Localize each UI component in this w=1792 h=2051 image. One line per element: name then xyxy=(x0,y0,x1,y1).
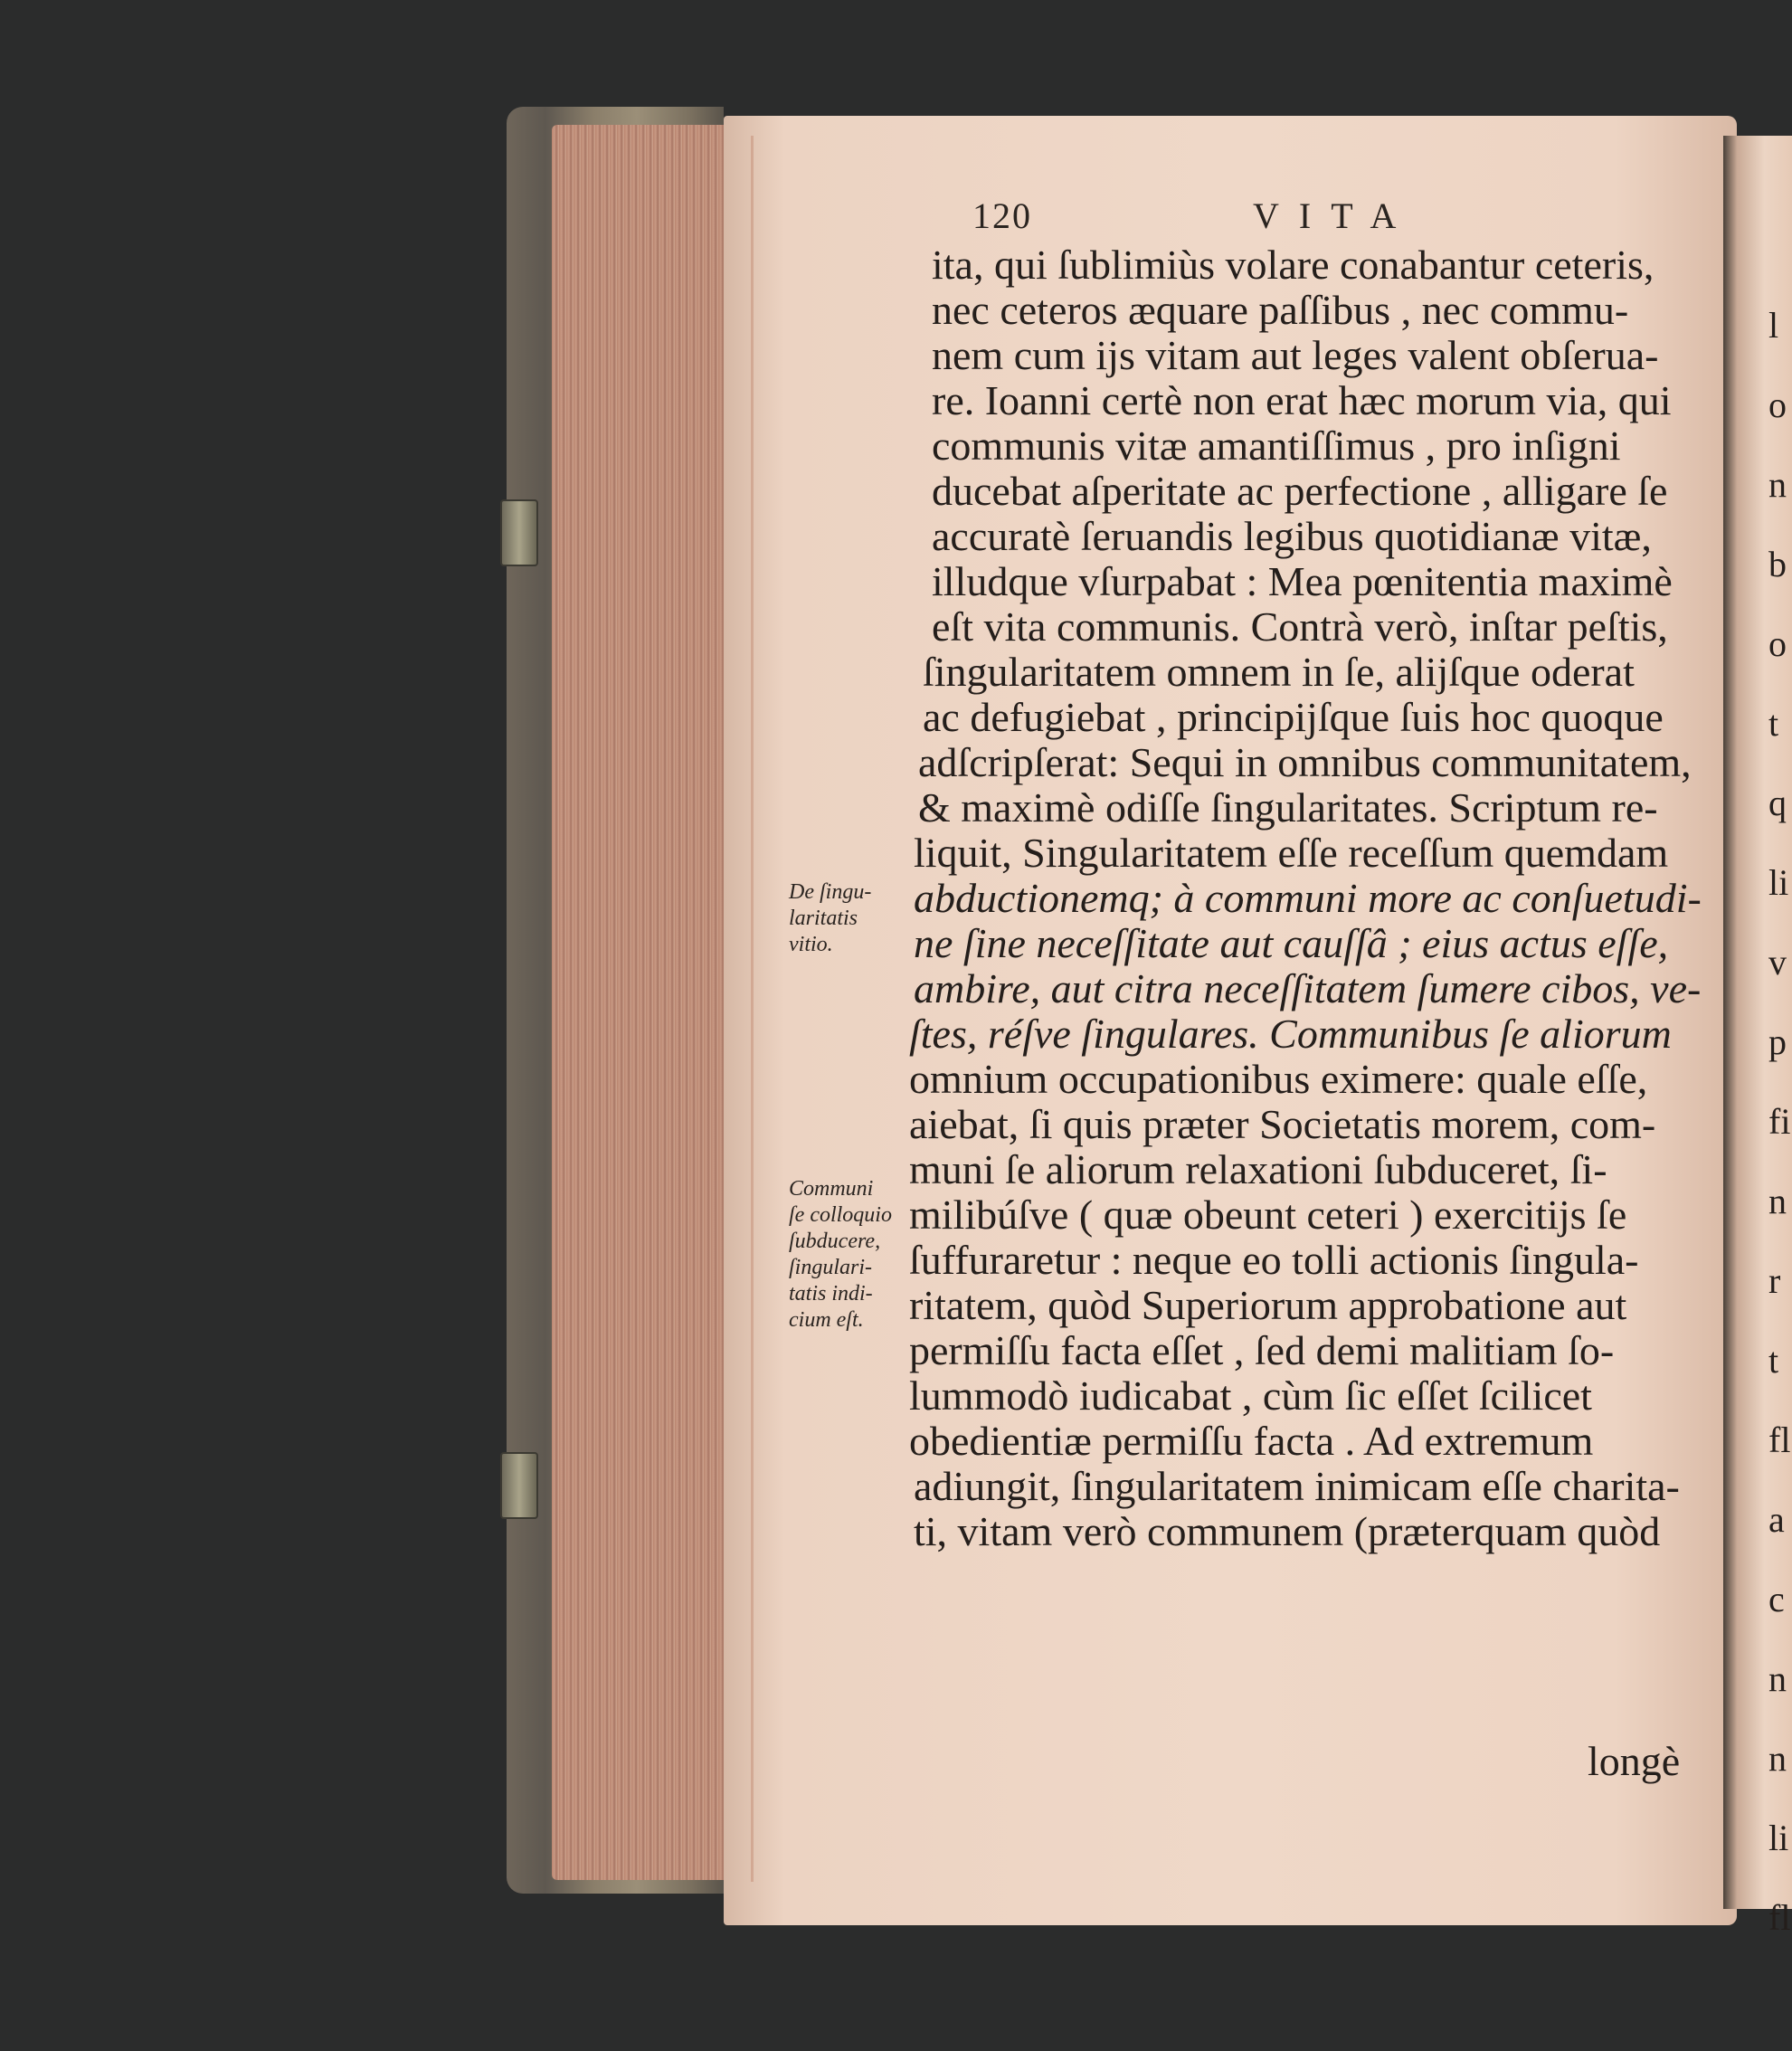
margin-note-line: ſubducere, xyxy=(789,1230,881,1253)
margin-note-line: tatis indi- xyxy=(789,1282,873,1306)
facing-page-fragment: fi xyxy=(1768,1101,1791,1142)
text-line: nec ceteros æquare paſſibus , nec commu- xyxy=(932,287,1629,333)
text-line: ne ſine neceſſitate aut cauſſâ ; eius actus eſſe, xyxy=(914,920,1669,966)
facing-page-fragment: a xyxy=(1768,1499,1785,1540)
facing-page-fragment: n xyxy=(1768,1181,1787,1221)
clasp-icon xyxy=(500,1452,538,1519)
text-line: nem cum ijs vitam aut leges valent obſerua- xyxy=(932,332,1659,378)
text-line: ambire, aut citra neceſſitatem ſumere cibos, ve- xyxy=(914,965,1702,1011)
text-line: abductionemq; à communi more ac conſuetudi- xyxy=(914,875,1702,921)
text-line: ti, vitam verò communem (præterquam quòd xyxy=(914,1508,1661,1554)
facing-page-fragment: c xyxy=(1768,1579,1785,1619)
page-number: 120 xyxy=(972,195,1032,236)
page-fold-line xyxy=(751,136,754,1882)
text-line: ac defugiebat , principijſque ſuis hoc quoque xyxy=(923,694,1664,740)
facing-page-fragment: r xyxy=(1768,1260,1781,1301)
text-line: aiebat, ſi quis præter Societatis morem, com- xyxy=(909,1101,1656,1147)
facing-page-fragment: v xyxy=(1768,942,1787,983)
facing-page-fragment: l xyxy=(1768,305,1779,346)
facing-page-letters xyxy=(1768,285,1790,1957)
margin-note-line: ſingulari- xyxy=(789,1256,873,1279)
facing-page-fragment: li xyxy=(1768,1818,1789,1858)
text-line: ſtes, réſve ſingulares. Communibus ſe aliorum xyxy=(909,1011,1672,1057)
margin-note-line: Communi xyxy=(789,1177,874,1201)
facing-page-fragment: p xyxy=(1768,1021,1787,1062)
margin-note-line: ſe colloquio xyxy=(789,1203,892,1227)
text-line: & maximè odiſſe ſingularitates. Scriptum re- xyxy=(918,784,1658,831)
text-line: ſuffuraretur : neque eo tolli actionis ſingula- xyxy=(909,1237,1639,1283)
facing-page-fragment: n xyxy=(1768,1658,1787,1699)
text-line: communis vitæ amantiſſimus , pro inſigni xyxy=(932,423,1621,469)
margin-note-line: vitio. xyxy=(789,933,833,956)
text-line: adiungit, ſingularitatem inimicam eſſe charita- xyxy=(914,1463,1680,1509)
facing-page-fragment: o xyxy=(1768,623,1787,664)
body-text xyxy=(909,242,1702,1554)
facing-page-fragment: n xyxy=(1768,1738,1787,1779)
text-line: permiſſu facta eſſet , ſed demi malitiam ſo- xyxy=(909,1327,1615,1373)
text-line: obedientiæ permiſſu facta . Ad extremum xyxy=(909,1418,1594,1464)
clasp-icon xyxy=(500,499,538,566)
margin-note-singularity xyxy=(789,879,871,958)
facing-page-fragment: fl xyxy=(1768,1420,1791,1460)
text-line: adſcripſerat: Sequi in omnibus communitatem, xyxy=(918,739,1692,785)
margin-note-line: cium eſt. xyxy=(789,1308,864,1332)
text-line: illudque vſurpabat : Mea pœnitentia maximè xyxy=(932,558,1673,604)
page-edges xyxy=(552,125,724,1880)
facing-page-fragment: t xyxy=(1768,1340,1779,1381)
text-line: accuratè ſeruandis legibus quotidianæ vitæ, xyxy=(932,513,1652,559)
facing-page-fragment: b xyxy=(1768,544,1787,584)
text-line: ita, qui ſublimiùs volare conabantur ceteris, xyxy=(932,242,1655,288)
text-line: muni ſe aliorum relaxationi ſubduceret, ſi- xyxy=(909,1146,1607,1192)
facing-page-fragment: t xyxy=(1768,703,1779,744)
text-line: omnium occupationibus eximere: quale eſſe, xyxy=(909,1056,1648,1102)
running-title: VITA xyxy=(1253,195,1417,236)
text-line: re. Ioanni certè non erat hæc morum via, qui xyxy=(932,377,1672,423)
text-line: ſingularitatem omnem in ſe, alijſque oderat xyxy=(923,649,1635,695)
margin-note-line: De ſingu- xyxy=(789,880,872,904)
catchword: longè xyxy=(1588,1738,1681,1784)
facing-page-fragment: q xyxy=(1768,783,1787,823)
facing-page-fragment: o xyxy=(1768,385,1787,425)
text-line: liquit, Singularitatem eſſe receſſum quemdam xyxy=(914,830,1669,876)
text-line: milibúſve ( quæ obeunt ceteri ) exercitijs ſe xyxy=(909,1192,1627,1238)
text-line: eſt vita communis. Contrà verò, inſtar peſtis, xyxy=(932,603,1668,650)
text-line: ritatem, quòd Superiorum approbatione aut xyxy=(909,1282,1627,1328)
facing-page-fragment: n xyxy=(1768,464,1787,505)
margin-note-line: laritatis xyxy=(789,907,858,930)
text-line: lummodò iudicabat , cùm ſic eſſet ſcilicet xyxy=(909,1372,1592,1419)
text-line: ducebat aſperitate ac perfectione , alligare ſe xyxy=(932,468,1668,514)
margin-note-withdrawal xyxy=(789,1176,892,1334)
facing-page-fragment: fl xyxy=(1768,1897,1791,1938)
facing-page-fragment: li xyxy=(1768,862,1789,903)
